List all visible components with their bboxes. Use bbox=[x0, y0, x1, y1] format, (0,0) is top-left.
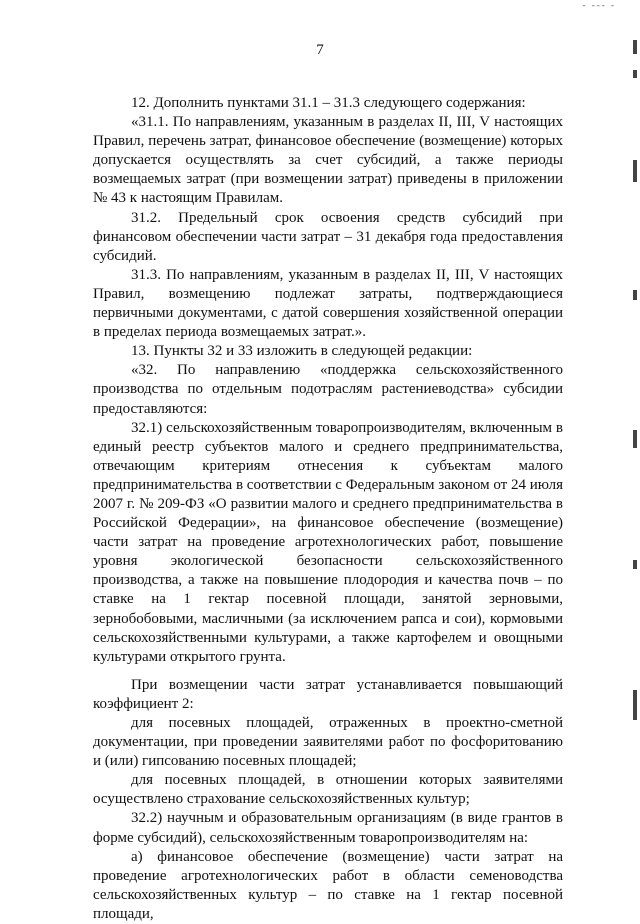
paragraph-31-3: 31.3. По направлениям, указанным в разделах II, III, V настоящих Правил, возмещению подлежат затраты, подтверждающиеся первичными документами, с датой совершения хозяйственной операции в пределах периода возмещаемых затрат.». bbox=[93, 266, 563, 341]
paragraph-31-1: «31.1. По направлениям, указанным в разделах II, III, V настоящих Правил, перечень затрат, финансовое обеспечение (возмещение) которых допускается осуществлять за счет субсидий, а также периоды возмещаемых затрат (при возмещении затрат) приведены в приложении № 43 к настоящим Правилам. bbox=[93, 114, 563, 207]
paragraph-coefficient-case-1: для посевных площадей, отраженных в проектно-сметной документации, при проведении заявителями работ по фосфоритованию и (или) гипсованию посевных площадей; bbox=[93, 715, 563, 770]
corner-mark: - --- - bbox=[582, 0, 616, 10]
paragraph-item-12: 12. Дополнить пунктами 31.1 – 31.3 следующего содержания: bbox=[131, 95, 526, 111]
paragraph-31-2: 31.2. Предельный срок освоения средств субсидий при финансовом обеспечении части затрат – 31 декабря года предоставления субсидий. bbox=[93, 209, 563, 264]
paragraph-coefficient-case-2: для посевных площадей, в отношении которых заявителями осуществлено страхование сельскохозяйственных культур; bbox=[93, 772, 563, 808]
paragraph-32-1: 32.1) сельскохозяйственным товаропроизводителям, включенным в единый реестр субъектов малого и среднего предпринимательства, отвечающим критериям отнесения к субъектам малого предпринимательства в соответствии с Федеральным законом от 24 июля 2007 г. № 209-ФЗ «О развитии малого и среднего предпринимательства в Российской Федерации», на финансовое обеспечение (возмещение) части затрат на проведение агротехнологических работ, повышение уровня экологической безопасности сельскохозяйственного производства, а также на повышение плодородия и качества почв – по ставке на 1 гектар посевной площади, занятой зерновыми, зернобобовыми, масличными (за исключением рапса и сои), кормовыми сельскохозяйственными культурами, а также картофелем и овощными культурами открытого грунта. bbox=[93, 419, 563, 665]
paragraph-32-2-a: а) финансовое обеспечение (возмещение) части затрат на проведение агротехнологических работ в области семеноводства сельскохозяйственных культур – по ставке на 1 гектар посевной площади, bbox=[93, 848, 563, 922]
page-number: 7 bbox=[316, 42, 324, 58]
paragraph-coefficient: При возмещении части затрат устанавливается повышающий коэффициент 2: bbox=[93, 676, 563, 712]
paragraph-32-2: 32.2) научным и образовательным организациям (в виде грантов в форме субсидий), сельскохозяйственным товаропроизводителям на: bbox=[93, 810, 563, 846]
page-edge-marks bbox=[631, 40, 637, 760]
document-body bbox=[93, 94, 563, 924]
paragraph-32: «32. По направлению «поддержка сельскохозяйственного производства по отдельным подотраслям растениеводства» субсидии предоставляются: bbox=[93, 362, 563, 417]
paragraph-item-13: 13. Пункты 32 и 33 изложить в следующей редакции: bbox=[131, 343, 473, 360]
